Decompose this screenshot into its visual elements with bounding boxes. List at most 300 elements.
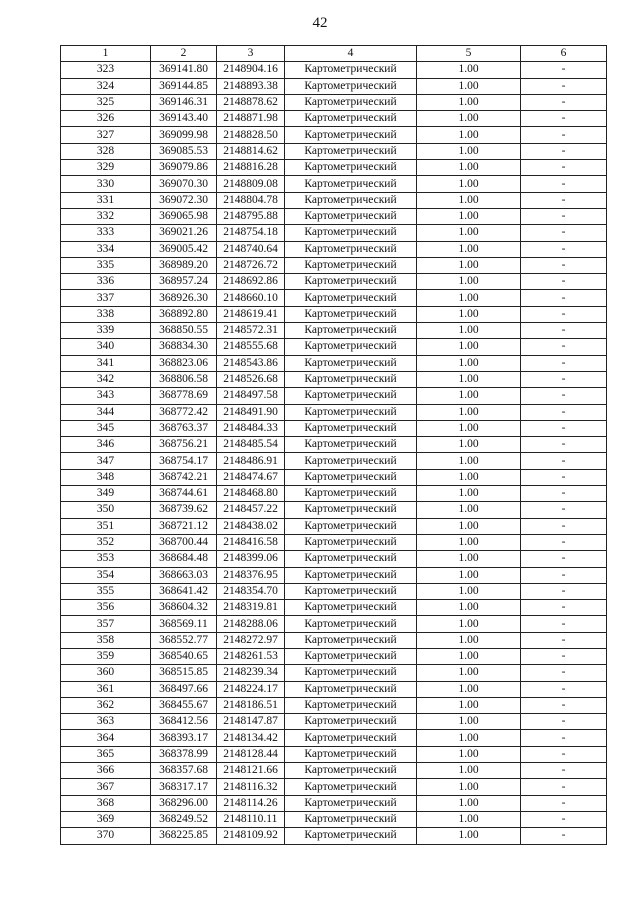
- x-coordinate-cell: 368684.48: [151, 551, 217, 567]
- y-coordinate-cell: 2148116.32: [217, 779, 285, 795]
- x-coordinate-cell: 368806.58: [151, 371, 217, 387]
- table-row: [61, 730, 607, 746]
- accuracy-cell: 1.00: [417, 665, 521, 681]
- y-coordinate-cell: 2148416.58: [217, 534, 285, 550]
- method-cell: Картометрический: [285, 78, 417, 94]
- point-number-cell: 326: [61, 111, 151, 127]
- note-cell: -: [521, 714, 607, 730]
- y-coordinate-cell: 2148660.10: [217, 290, 285, 306]
- x-coordinate-cell: 368378.99: [151, 746, 217, 762]
- accuracy-cell: 1.00: [417, 257, 521, 273]
- column-header-3: 3: [217, 46, 285, 62]
- table-row: [61, 111, 607, 127]
- y-coordinate-cell: 2148468.80: [217, 486, 285, 502]
- method-cell: Картометрический: [285, 388, 417, 404]
- note-cell: -: [521, 600, 607, 616]
- table-header: [61, 46, 607, 62]
- method-cell: Картометрический: [285, 339, 417, 355]
- method-cell: Картометрический: [285, 811, 417, 827]
- accuracy-cell: 1.00: [417, 763, 521, 779]
- table-row: [61, 616, 607, 632]
- table-row: [61, 208, 607, 224]
- x-coordinate-cell: 369099.98: [151, 127, 217, 143]
- x-coordinate-cell: 368225.85: [151, 828, 217, 844]
- point-number-cell: 324: [61, 78, 151, 94]
- table-row: [61, 518, 607, 534]
- note-cell: -: [521, 404, 607, 420]
- page-number: 42: [312, 15, 328, 31]
- method-cell: Картометрический: [285, 257, 417, 273]
- accuracy-cell: 1.00: [417, 697, 521, 713]
- table-row: [61, 681, 607, 697]
- method-cell: Картометрический: [285, 420, 417, 436]
- method-cell: Картометрический: [285, 648, 417, 664]
- method-cell: Картометрический: [285, 828, 417, 844]
- x-coordinate-cell: 368296.00: [151, 795, 217, 811]
- table-row: [61, 534, 607, 550]
- note-cell: -: [521, 469, 607, 485]
- accuracy-cell: 1.00: [417, 404, 521, 420]
- point-number-cell: 369: [61, 811, 151, 827]
- method-cell: Картометрический: [285, 274, 417, 290]
- table-row: [61, 665, 607, 681]
- y-coordinate-cell: 2148816.28: [217, 160, 285, 176]
- accuracy-cell: 1.00: [417, 241, 521, 257]
- table-row: [61, 127, 607, 143]
- point-number-cell: 361: [61, 681, 151, 697]
- y-coordinate-cell: 2148376.95: [217, 567, 285, 583]
- point-number-cell: 330: [61, 176, 151, 192]
- table-row: [61, 453, 607, 469]
- coordinates-table: [60, 45, 607, 845]
- method-cell: Картометрический: [285, 111, 417, 127]
- x-coordinate-cell: 368772.42: [151, 404, 217, 420]
- y-coordinate-cell: 2148109.92: [217, 828, 285, 844]
- note-cell: -: [521, 763, 607, 779]
- method-cell: Картометрический: [285, 746, 417, 762]
- y-coordinate-cell: 2148619.41: [217, 306, 285, 322]
- method-cell: Картометрический: [285, 225, 417, 241]
- method-cell: Картометрический: [285, 290, 417, 306]
- point-number-cell: 355: [61, 583, 151, 599]
- x-coordinate-cell: 368540.65: [151, 648, 217, 664]
- x-coordinate-cell: 368700.44: [151, 534, 217, 550]
- accuracy-cell: 1.00: [417, 420, 521, 436]
- accuracy-cell: 1.00: [417, 62, 521, 78]
- method-cell: Картометрический: [285, 143, 417, 159]
- table-row: [61, 225, 607, 241]
- table-row: [61, 94, 607, 110]
- x-coordinate-cell: 368552.77: [151, 632, 217, 648]
- point-number-cell: 368: [61, 795, 151, 811]
- table-row: [61, 567, 607, 583]
- point-number-cell: 357: [61, 616, 151, 632]
- method-cell: Картометрический: [285, 518, 417, 534]
- note-cell: -: [521, 665, 607, 681]
- column-header-2: 2: [151, 46, 217, 62]
- note-cell: -: [521, 339, 607, 355]
- point-number-cell: 346: [61, 437, 151, 453]
- accuracy-cell: 1.00: [417, 746, 521, 762]
- note-cell: -: [521, 62, 607, 78]
- method-cell: Картометрический: [285, 779, 417, 795]
- method-cell: Картометрический: [285, 62, 417, 78]
- point-number-cell: 341: [61, 355, 151, 371]
- x-coordinate-cell: 368641.42: [151, 583, 217, 599]
- point-number-cell: 348: [61, 469, 151, 485]
- method-cell: Картометрический: [285, 486, 417, 502]
- point-number-cell: 328: [61, 143, 151, 159]
- accuracy-cell: 1.00: [417, 828, 521, 844]
- accuracy-cell: 1.00: [417, 779, 521, 795]
- table-row: [61, 648, 607, 664]
- x-coordinate-cell: 368763.37: [151, 420, 217, 436]
- point-number-cell: 340: [61, 339, 151, 355]
- note-cell: -: [521, 795, 607, 811]
- table-row: [61, 697, 607, 713]
- point-number-cell: 347: [61, 453, 151, 469]
- y-coordinate-cell: 2148485.54: [217, 437, 285, 453]
- method-cell: Картометрический: [285, 469, 417, 485]
- point-number-cell: 363: [61, 714, 151, 730]
- y-coordinate-cell: 2148692.86: [217, 274, 285, 290]
- x-coordinate-cell: 368497.66: [151, 681, 217, 697]
- y-coordinate-cell: 2148871.98: [217, 111, 285, 127]
- point-number-cell: 351: [61, 518, 151, 534]
- accuracy-cell: 1.00: [417, 437, 521, 453]
- accuracy-cell: 1.00: [417, 811, 521, 827]
- point-number-cell: 327: [61, 127, 151, 143]
- table-row: [61, 388, 607, 404]
- y-coordinate-cell: 2148484.33: [217, 420, 285, 436]
- accuracy-cell: 1.00: [417, 486, 521, 502]
- method-cell: Картометрический: [285, 763, 417, 779]
- accuracy-cell: 1.00: [417, 355, 521, 371]
- point-number-cell: 323: [61, 62, 151, 78]
- accuracy-cell: 1.00: [417, 160, 521, 176]
- note-cell: -: [521, 127, 607, 143]
- x-coordinate-cell: 368892.80: [151, 306, 217, 322]
- note-cell: -: [521, 388, 607, 404]
- point-number-cell: 345: [61, 420, 151, 436]
- x-coordinate-cell: 368739.62: [151, 502, 217, 518]
- accuracy-cell: 1.00: [417, 388, 521, 404]
- accuracy-cell: 1.00: [417, 551, 521, 567]
- table-row: [61, 176, 607, 192]
- y-coordinate-cell: 2148186.51: [217, 697, 285, 713]
- method-cell: Картометрический: [285, 94, 417, 110]
- point-number-cell: 364: [61, 730, 151, 746]
- x-coordinate-cell: 368957.24: [151, 274, 217, 290]
- table-row: [61, 355, 607, 371]
- method-cell: Картометрический: [285, 453, 417, 469]
- note-cell: -: [521, 323, 607, 339]
- accuracy-cell: 1.00: [417, 518, 521, 534]
- point-number-cell: 360: [61, 665, 151, 681]
- method-cell: Картометрический: [285, 730, 417, 746]
- note-cell: -: [521, 371, 607, 387]
- accuracy-cell: 1.00: [417, 469, 521, 485]
- x-coordinate-cell: 368455.67: [151, 697, 217, 713]
- method-cell: Картометрический: [285, 192, 417, 208]
- point-number-cell: 343: [61, 388, 151, 404]
- accuracy-cell: 1.00: [417, 323, 521, 339]
- column-header-4: 4: [285, 46, 417, 62]
- y-coordinate-cell: 2148438.02: [217, 518, 285, 534]
- method-cell: Картометрический: [285, 681, 417, 697]
- accuracy-cell: 1.00: [417, 681, 521, 697]
- method-cell: Картометрический: [285, 632, 417, 648]
- point-number-cell: 342: [61, 371, 151, 387]
- y-coordinate-cell: 2148491.90: [217, 404, 285, 420]
- note-cell: -: [521, 730, 607, 746]
- point-number-cell: 325: [61, 94, 151, 110]
- y-coordinate-cell: 2148795.88: [217, 208, 285, 224]
- point-number-cell: 336: [61, 274, 151, 290]
- method-cell: Картометрический: [285, 355, 417, 371]
- y-coordinate-cell: 2148128.44: [217, 746, 285, 762]
- table-row: [61, 143, 607, 159]
- method-cell: Картометрический: [285, 176, 417, 192]
- y-coordinate-cell: 2148904.16: [217, 62, 285, 78]
- x-coordinate-cell: 368393.17: [151, 730, 217, 746]
- note-cell: -: [521, 583, 607, 599]
- table-row: [61, 600, 607, 616]
- note-cell: -: [521, 160, 607, 176]
- note-cell: -: [521, 828, 607, 844]
- point-number-cell: 337: [61, 290, 151, 306]
- method-cell: Картометрический: [285, 665, 417, 681]
- note-cell: -: [521, 78, 607, 94]
- method-cell: Картометрический: [285, 371, 417, 387]
- point-number-cell: 365: [61, 746, 151, 762]
- accuracy-cell: 1.00: [417, 290, 521, 306]
- table-row: [61, 290, 607, 306]
- y-coordinate-cell: 2148878.62: [217, 94, 285, 110]
- x-coordinate-cell: 369072.30: [151, 192, 217, 208]
- note-cell: -: [521, 306, 607, 322]
- table-row: [61, 795, 607, 811]
- point-number-cell: 358: [61, 632, 151, 648]
- method-cell: Картометрический: [285, 323, 417, 339]
- x-coordinate-cell: 368249.52: [151, 811, 217, 827]
- point-number-cell: 356: [61, 600, 151, 616]
- note-cell: -: [521, 143, 607, 159]
- y-coordinate-cell: 2148740.64: [217, 241, 285, 257]
- accuracy-cell: 1.00: [417, 225, 521, 241]
- method-cell: Картометрический: [285, 551, 417, 567]
- x-coordinate-cell: 368663.03: [151, 567, 217, 583]
- table-row: [61, 583, 607, 599]
- accuracy-cell: 1.00: [417, 176, 521, 192]
- note-cell: -: [521, 534, 607, 550]
- y-coordinate-cell: 2148134.42: [217, 730, 285, 746]
- y-coordinate-cell: 2148543.86: [217, 355, 285, 371]
- x-coordinate-cell: 368744.61: [151, 486, 217, 502]
- accuracy-cell: 1.00: [417, 127, 521, 143]
- x-coordinate-cell: 368778.69: [151, 388, 217, 404]
- x-coordinate-cell: 368357.68: [151, 763, 217, 779]
- table-row: [61, 486, 607, 502]
- method-cell: Картометрический: [285, 127, 417, 143]
- y-coordinate-cell: 2148261.53: [217, 648, 285, 664]
- note-cell: -: [521, 241, 607, 257]
- x-coordinate-cell: 369143.40: [151, 111, 217, 127]
- x-coordinate-cell: 369070.30: [151, 176, 217, 192]
- accuracy-cell: 1.00: [417, 714, 521, 730]
- table-row: [61, 274, 607, 290]
- note-cell: -: [521, 437, 607, 453]
- accuracy-cell: 1.00: [417, 616, 521, 632]
- y-coordinate-cell: 2148726.72: [217, 257, 285, 273]
- x-coordinate-cell: 368515.85: [151, 665, 217, 681]
- note-cell: -: [521, 355, 607, 371]
- accuracy-cell: 1.00: [417, 567, 521, 583]
- column-header-6: 6: [521, 46, 607, 62]
- note-cell: -: [521, 632, 607, 648]
- method-cell: Картометрический: [285, 502, 417, 518]
- table-row: [61, 371, 607, 387]
- note-cell: -: [521, 290, 607, 306]
- x-coordinate-cell: 368604.32: [151, 600, 217, 616]
- accuracy-cell: 1.00: [417, 78, 521, 94]
- point-number-cell: 338: [61, 306, 151, 322]
- table-row: [61, 502, 607, 518]
- accuracy-cell: 1.00: [417, 632, 521, 648]
- method-cell: Картометрический: [285, 241, 417, 257]
- x-coordinate-cell: 368317.17: [151, 779, 217, 795]
- accuracy-cell: 1.00: [417, 274, 521, 290]
- point-number-cell: 353: [61, 551, 151, 567]
- x-coordinate-cell: 368823.06: [151, 355, 217, 371]
- method-cell: Картометрический: [285, 160, 417, 176]
- point-number-cell: 349: [61, 486, 151, 502]
- table-row: [61, 62, 607, 78]
- y-coordinate-cell: 2148272.97: [217, 632, 285, 648]
- accuracy-cell: 1.00: [417, 371, 521, 387]
- y-coordinate-cell: 2148319.81: [217, 600, 285, 616]
- accuracy-cell: 1.00: [417, 502, 521, 518]
- point-number-cell: 335: [61, 257, 151, 273]
- method-cell: Картометрический: [285, 616, 417, 632]
- point-number-cell: 334: [61, 241, 151, 257]
- point-number-cell: 366: [61, 763, 151, 779]
- table-row: [61, 420, 607, 436]
- note-cell: -: [521, 111, 607, 127]
- y-coordinate-cell: 2148399.06: [217, 551, 285, 567]
- y-coordinate-cell: 2148893.38: [217, 78, 285, 94]
- y-coordinate-cell: 2148828.50: [217, 127, 285, 143]
- accuracy-cell: 1.00: [417, 600, 521, 616]
- note-cell: -: [521, 811, 607, 827]
- y-coordinate-cell: 2148288.06: [217, 616, 285, 632]
- accuracy-cell: 1.00: [417, 306, 521, 322]
- table-row: [61, 323, 607, 339]
- table-row: [61, 632, 607, 648]
- x-coordinate-cell: 368850.55: [151, 323, 217, 339]
- x-coordinate-cell: 369005.42: [151, 241, 217, 257]
- accuracy-cell: 1.00: [417, 94, 521, 110]
- accuracy-cell: 1.00: [417, 111, 521, 127]
- y-coordinate-cell: 2148572.31: [217, 323, 285, 339]
- note-cell: -: [521, 551, 607, 567]
- note-cell: -: [521, 420, 607, 436]
- note-cell: -: [521, 616, 607, 632]
- x-coordinate-cell: 368569.11: [151, 616, 217, 632]
- y-coordinate-cell: 2148121.66: [217, 763, 285, 779]
- note-cell: -: [521, 518, 607, 534]
- table-row: [61, 469, 607, 485]
- accuracy-cell: 1.00: [417, 192, 521, 208]
- column-header-1: 1: [61, 46, 151, 62]
- x-coordinate-cell: 368926.30: [151, 290, 217, 306]
- column-header-5: 5: [417, 46, 521, 62]
- x-coordinate-cell: 368412.56: [151, 714, 217, 730]
- point-number-cell: 370: [61, 828, 151, 844]
- accuracy-cell: 1.00: [417, 534, 521, 550]
- table-row: [61, 551, 607, 567]
- header-row: [61, 46, 607, 62]
- x-coordinate-cell: 368834.30: [151, 339, 217, 355]
- note-cell: -: [521, 94, 607, 110]
- point-number-cell: 333: [61, 225, 151, 241]
- table-row: [61, 437, 607, 453]
- note-cell: -: [521, 779, 607, 795]
- table-row: [61, 339, 607, 355]
- y-coordinate-cell: 2148114.26: [217, 795, 285, 811]
- y-coordinate-cell: 2148814.62: [217, 143, 285, 159]
- x-coordinate-cell: 369065.98: [151, 208, 217, 224]
- note-cell: -: [521, 746, 607, 762]
- x-coordinate-cell: 368721.12: [151, 518, 217, 534]
- note-cell: -: [521, 208, 607, 224]
- method-cell: Картометрический: [285, 404, 417, 420]
- method-cell: Картометрический: [285, 306, 417, 322]
- method-cell: Картометрический: [285, 795, 417, 811]
- x-coordinate-cell: 369141.80: [151, 62, 217, 78]
- accuracy-cell: 1.00: [417, 143, 521, 159]
- x-coordinate-cell: 369079.86: [151, 160, 217, 176]
- note-cell: -: [521, 502, 607, 518]
- y-coordinate-cell: 2148526.68: [217, 371, 285, 387]
- table-row: [61, 404, 607, 420]
- point-number-cell: 362: [61, 697, 151, 713]
- note-cell: -: [521, 274, 607, 290]
- method-cell: Картометрический: [285, 534, 417, 550]
- point-number-cell: 331: [61, 192, 151, 208]
- note-cell: -: [521, 567, 607, 583]
- y-coordinate-cell: 2148354.70: [217, 583, 285, 599]
- table-row: [61, 241, 607, 257]
- y-coordinate-cell: 2148804.78: [217, 192, 285, 208]
- point-number-cell: 329: [61, 160, 151, 176]
- point-number-cell: 352: [61, 534, 151, 550]
- accuracy-cell: 1.00: [417, 795, 521, 811]
- y-coordinate-cell: 2148555.68: [217, 339, 285, 355]
- method-cell: Картометрический: [285, 437, 417, 453]
- y-coordinate-cell: 2148754.18: [217, 225, 285, 241]
- method-cell: Картометрический: [285, 697, 417, 713]
- table-row: [61, 78, 607, 94]
- method-cell: Картометрический: [285, 583, 417, 599]
- point-number-cell: 354: [61, 567, 151, 583]
- method-cell: Картометрический: [285, 714, 417, 730]
- note-cell: -: [521, 486, 607, 502]
- accuracy-cell: 1.00: [417, 453, 521, 469]
- accuracy-cell: 1.00: [417, 339, 521, 355]
- point-number-cell: 332: [61, 208, 151, 224]
- point-number-cell: 367: [61, 779, 151, 795]
